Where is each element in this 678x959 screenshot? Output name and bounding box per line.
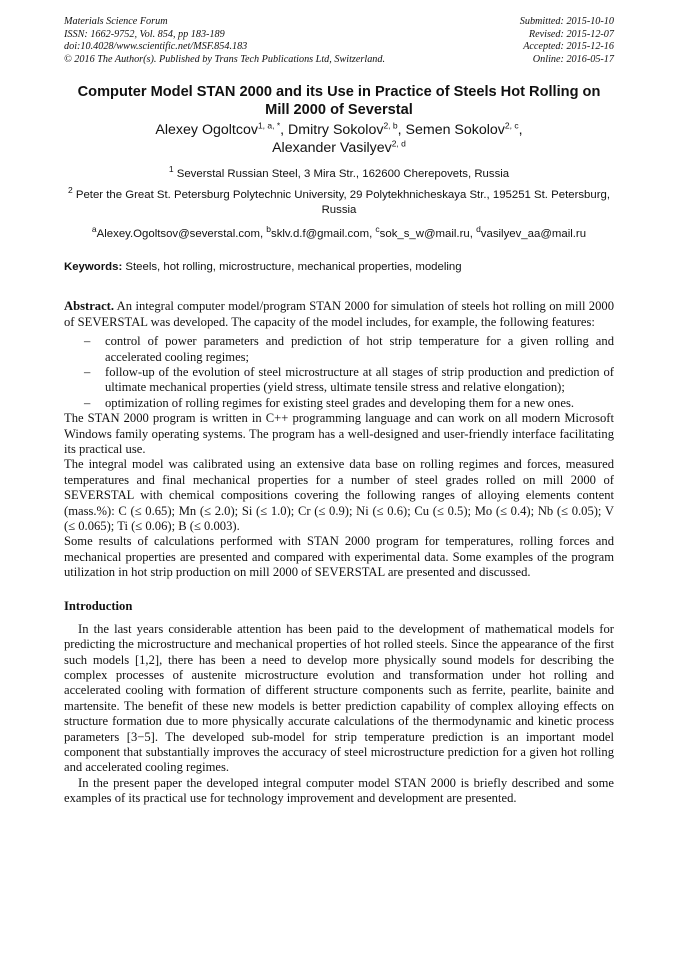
introduction-heading: Introduction (64, 598, 133, 613)
affiliation-2 (64, 185, 614, 218)
copyright-line: © 2016 The Author(s). Published by Trans Tech Publications Ltd, Switzerland. (64, 53, 386, 65)
abstract-paragraph: The integral model was calibrated using an extensive data base on rolling regimes and forces, measured temperatures and final mechanical properties for a number of steel grades rolled on mill 2000 of SEVERSTAL with chemical compositions covering the following ranges of alloying elements content (mass.%): C (≤ 0.65); Mn (≤ 2.0); Si (≤ 1.0); Cr (≤ 0.9); Ni (≤ 0.6); Cu (≤ 0.5); Mo (≤ 0.4); Nb (≤ 0.05); V (≤ 0.065); Ti (≤ 0.06); B (≤ 0.003). (64, 457, 614, 534)
email-sup: b (266, 224, 272, 235)
affiliation-text: Severstal Russian Steel, 3 Mira Str., 162600 Cherepovets, Russia (176, 168, 510, 181)
email-sup: c (375, 224, 380, 235)
abstract-section (64, 299, 614, 580)
email-list (64, 224, 614, 242)
paper-title: Computer Model STAN 2000 and its Use in Practice of Steels Hot Rolling on Mill 2000 of Severstal (77, 84, 601, 118)
accepted-date: Accepted: 2015-12-16 (523, 41, 614, 53)
keywords-line (64, 260, 614, 275)
abstract-intro-text: An integral computer model/program STAN 2000 for simulation of steels hot rolling on mill 2000 of SEVERSTAL was developed. The capacity of the model includes, for example, the following features: (64, 299, 614, 329)
affiliation-1 (64, 164, 614, 182)
author-list (64, 122, 614, 157)
introduction-paragraph: In the present paper the developed integral computer model STAN 2000 is briefly described and some examples of its practical use for technology improvement and development are presented. (64, 775, 614, 806)
revised-date: Revised: 2015-12-07 (528, 28, 614, 40)
author-sup: 2, b (383, 120, 398, 131)
author-sep: , (518, 122, 523, 139)
abstract-paragraph: Some results of calculations performed with STAN 2000 program for temperatures, rolling forces and mechanical properties are presented and compared with experimental data. Some examples of the program utilization in hot strip production on mill 2000 of SEVERSTAL are presented and discussed. (64, 534, 614, 580)
feature-list (64, 334, 614, 411)
submitted-date: Submitted: 2015-10-10 (519, 16, 614, 27)
keywords-label: Keywords: (64, 261, 123, 274)
abstract-intro (64, 299, 614, 330)
author-sup: 2, d (391, 138, 406, 149)
feature-item: – optimization of rolling regimes for existing steel grades and developing them for a new ones. (84, 396, 614, 411)
introduction-paragraph: In the last years considerable attention has been paid to the development of mathematical models for predicting the microstructure and mechanical properties of hot rolled steels. Since the appearance of the first such models [1,2], there has been a need to develop more physically sound models for describing the complex processes of austenite microstructure evolution and transformation under hot rolling and accelerated cooling with formation of different structure components such as ferrite, pearlite, bainite and martensite. The benefit of these new models is better prediction capability of complex alloying effects on structure formation due to more physically accurate calculations of the thermodynamic and kinetic process parameters [3−5]. The developed sub-model for strip temperature prediction is an important model component that substantially improves the accuracy of steel microstructure prediction for a given hot rolling and accelerated cooling regimes. (64, 621, 614, 775)
author-sep: , (280, 122, 289, 139)
feature-item: – follow-up of the evolution of steel microstructure at all stages of strip production and prediction of ultimate mechanical properties (yield stress, ultimate tensile stress and relative elongation); (84, 365, 614, 396)
doi-line: doi:10.4028/www.scientific.net/MSF.854.183 (64, 41, 248, 53)
introduction-section (64, 622, 614, 807)
email-link[interactable]: sklv.d.f@gmail.com, (271, 228, 376, 241)
email-link[interactable]: Alexey.Ogoltsov@severstal.com, (96, 228, 267, 241)
author-name: Semen Sokolov (405, 122, 505, 139)
journal-name: Materials Science Forum (64, 16, 168, 27)
online-date: Online: 2016-05-17 (532, 53, 614, 65)
publication-dates (520, 16, 614, 66)
keywords-text: Steels, hot rolling, microstructure, mechanical properties, modeling (122, 261, 462, 274)
author-sup: 2, c (504, 120, 519, 131)
abstract-label: Abstract. (64, 299, 115, 314)
publication-header (64, 16, 614, 66)
author-name: Alexander Vasilyev (272, 139, 392, 156)
email-link[interactable]: vasilyev_aa@mail.ru (480, 228, 587, 241)
journal-info (64, 16, 385, 66)
email-sup: a (91, 224, 97, 235)
issn-line: ISSN: 1662-9752, Vol. 854, pp 183-189 (64, 28, 225, 40)
affiliation-text: Peter the Great St. Petersburg Polytechnic University, 29 Polytekhnicheskaya Str., 195251 St. Petersburg, Russia (75, 189, 611, 217)
abstract-paragraph: The STAN 2000 program is written in C++ programming language and can work on all modern Microsoft Windows family operating systems. The program has a well-designed and user-friendly interface facilitating its practical use. (64, 411, 614, 457)
affiliation-sup: 1 (168, 164, 174, 175)
feature-item: – control of power parameters and prediction of hot strip temperature for a given rolling and accelerated cooling regimes; (84, 334, 614, 365)
author-sep: , (397, 122, 406, 139)
author-name: Dmitry Sokolov (288, 122, 384, 139)
author-name: Alexey Ogoltcov (155, 122, 258, 139)
email-link[interactable]: sok_s_w@mail.ru, (379, 228, 477, 241)
author-sup: 1, a, * (257, 120, 281, 131)
affiliation-sup: 2 (67, 185, 73, 196)
email-sup: d (476, 224, 481, 235)
